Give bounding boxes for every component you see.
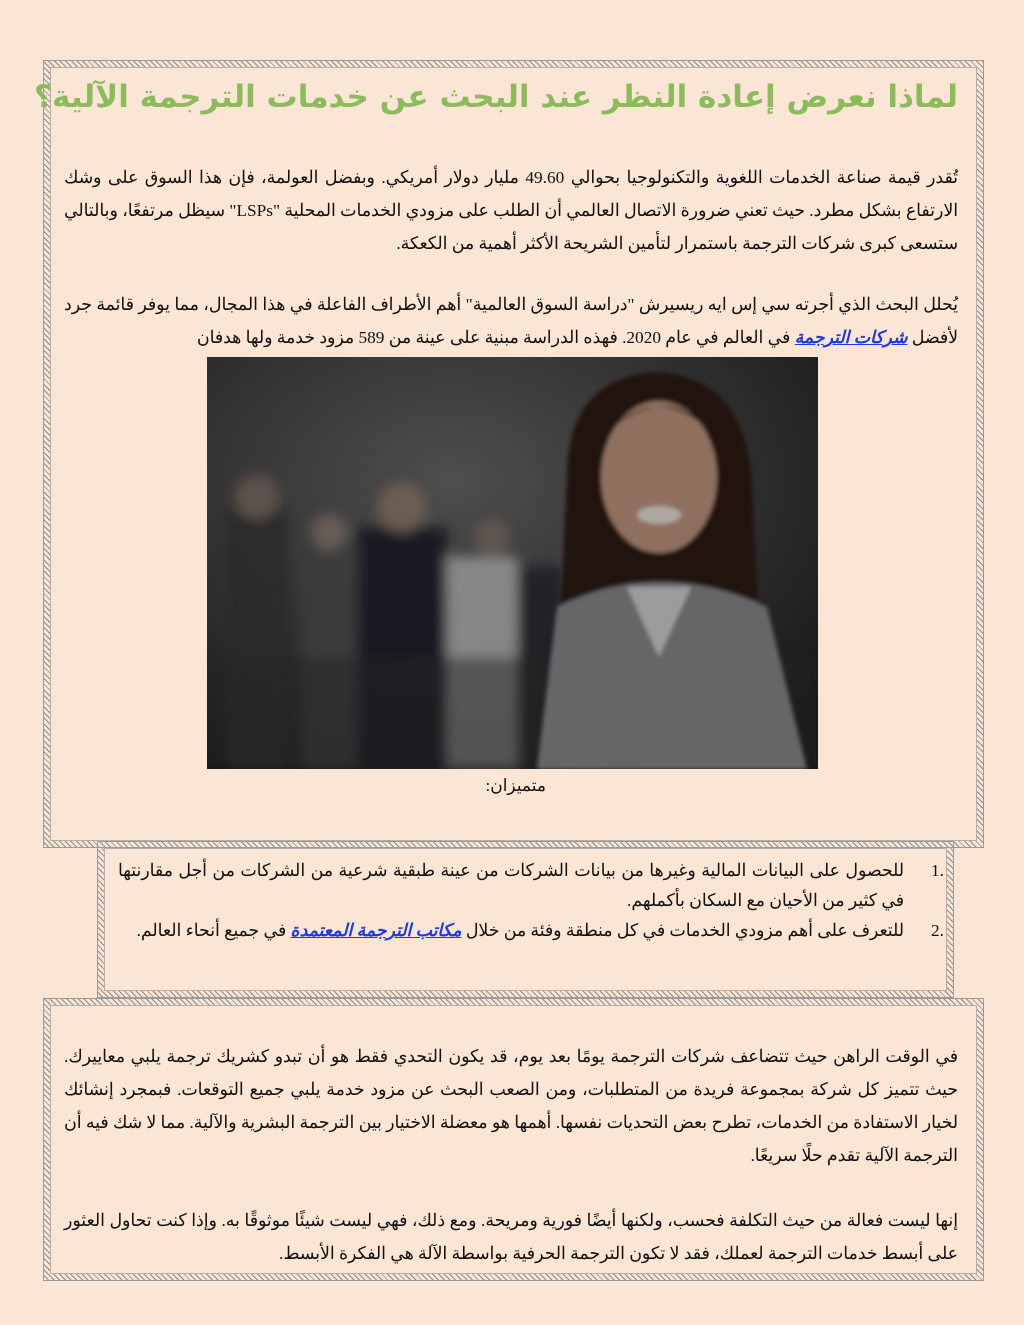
list-item bbox=[118, 916, 944, 946]
research-text-after: في العالم في عام 2020. فهذه الدراسة مبنية على عينة من 589 مزود خدمة ولها هدفان bbox=[196, 328, 795, 347]
translation-companies-link[interactable]: شركات الترجمة bbox=[794, 328, 908, 347]
current-situation-paragraph: في الوقت الراهن حيث تتضاعف شركات الترجمة يومًا بعد يوم، قد يكون التحدي فقط هو أن تبدو كشريك ترجمة يلبي معاييرك. حيث تتميز كل شركة بمجموعة فريدة من المتطلبات، ومن الصعب البحث عن مزود خدمة يلبي جميع التوقعات. فبمجرد إنشائك لخيار الاستفادة من الخدمات، تطرح بعض التحديات نفسها. أهمها هو معضلة الاختيار بين الترجمة البشرية والآلية. مما لا شك فيه أن الترجمة الآلية تقدم حلًا سريعًا. bbox=[64, 1047, 958, 1165]
image-caption: متميزان: bbox=[485, 776, 546, 795]
list-item bbox=[118, 856, 944, 916]
certified-translation-offices-link[interactable]: مكاتب الترجمة المعتمدة bbox=[290, 921, 462, 940]
list-number: 1. bbox=[931, 861, 944, 880]
business-woman-photo bbox=[207, 357, 818, 769]
list-item-text: للحصول على البيانات المالية وغيرها من بيانات الشركات من عينة طبقية شرعية من الشركات من أجل مقارنتها في كثير من الأحيان مع السكان بأكملهم. bbox=[118, 861, 904, 910]
list-number: 2. bbox=[931, 921, 944, 940]
list-item-text-before: للتعرف على أهم مزودي الخدمات في كل منطقة وفئة من خلال bbox=[461, 921, 904, 940]
intro-paragraph: تُقدر قيمة صناعة الخدمات اللغوية والتكنولوجيا بحوالي 49.60 مليار دولار أمريكي. وبفضل العولمة، فإن هذا السوق على وشك الارتفاع بشكل مطرد. حيث تعني ضرورة الاتصال العالمي أن الطلب على مزودي الخدمات المحلية "LSPs" سيظل مرتفعًا، وبالتالي ستسعى كبرى شركات الترجمة باستمرار لتأمين الشريحة الأكثر أهمية من الكعكة. bbox=[64, 168, 958, 253]
research-paragraph bbox=[64, 288, 958, 354]
page-title: لماذا نعرض إعادة النظر عند البحث عن خدمات الترجمة الآلية؟ bbox=[34, 79, 958, 115]
goals-list bbox=[118, 856, 944, 946]
conclusion-paragraph: إنها ليست فعالة من حيث التكلفة فحسب، ولكنها أيضًا فورية ومريحة. ومع ذلك، فهي ليست شيئًا موثوقًا به. وإذا كنت تحاول العثور على أبسط خدمات الترجمة لعملك، فقد لا تكون الترجمة الحرفية بواسطة الآلة هي الفكرة الأبسط. bbox=[64, 1211, 958, 1263]
research-text-before: يُحلل البحث الذي أجرته سي إس ايه ريسيرش "دراسة السوق العالمية" أهم الأطراف الفاعلة في هذا المجال، مما يوفر قائمة جرد لأفضل bbox=[64, 295, 958, 347]
list-item-text-after: في جميع أنحاء العالم. bbox=[136, 921, 291, 940]
